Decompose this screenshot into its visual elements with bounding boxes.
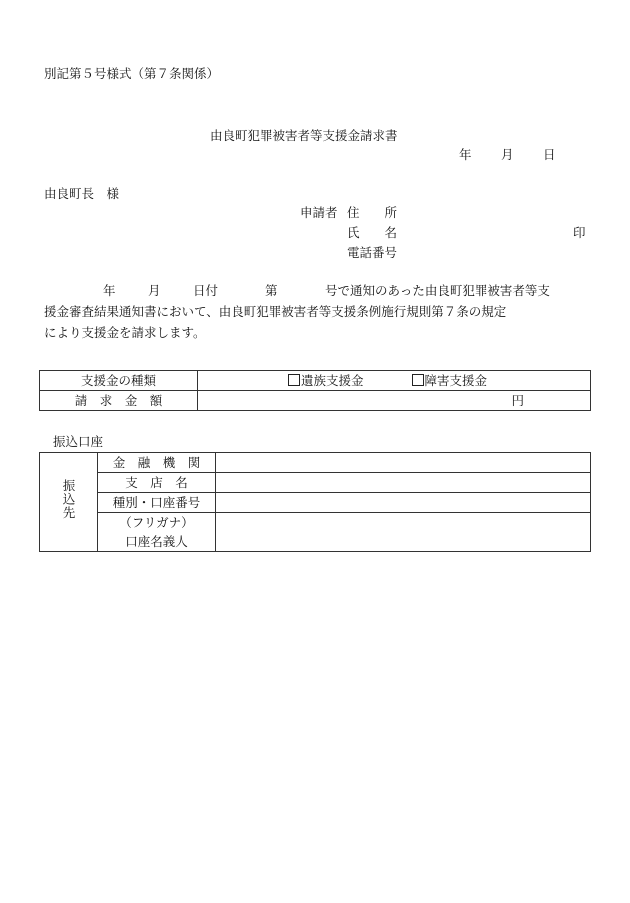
addressee: 由良町長 様 <box>44 186 120 201</box>
date-year-label: 年 <box>459 147 472 162</box>
applicant-label: 申請者 <box>300 205 338 220</box>
option-disability[interactable] <box>412 373 488 388</box>
account-table <box>39 452 591 552</box>
branch-label: 支 店 名 <box>98 473 216 493</box>
type-number-label: 種別・口座番号 <box>98 493 216 513</box>
support-type-row <box>40 371 591 391</box>
bank-row <box>40 453 591 473</box>
amount-unit: 円 <box>511 393 524 408</box>
amount-label: 請 求 金 額 <box>40 391 198 411</box>
date-month-label: 月 <box>501 147 514 162</box>
account-heading: 振込口座 <box>53 434 104 449</box>
option-bereaved[interactable] <box>288 373 364 388</box>
phone-label: 電話番号 <box>347 245 398 260</box>
bank-label: 金 融 機 関 <box>98 453 216 473</box>
body-line3: により支援金を請求します。 <box>44 325 206 340</box>
amount-field[interactable] <box>198 391 591 411</box>
support-type-label: 支援金の種類 <box>40 371 198 391</box>
body-year: 年 <box>103 283 116 298</box>
furigana-row <box>40 513 591 533</box>
body-month: 月 <box>148 283 161 298</box>
form-number: 別記第５号様式（第７条関係） <box>44 66 220 81</box>
body-day-attach: 日付 <box>193 283 219 298</box>
holder-field[interactable] <box>216 513 591 552</box>
branch-field[interactable] <box>216 473 591 493</box>
page-title: 由良町犯罪被害者等支援金請求書 <box>210 128 398 143</box>
address-label: 住 所 <box>347 205 398 220</box>
name-label: 氏 名 <box>347 225 398 240</box>
date-day-label: 日 <box>543 147 556 162</box>
amount-row <box>40 391 591 411</box>
checkbox-icon[interactable] <box>412 374 424 386</box>
checkbox-icon[interactable] <box>288 374 300 386</box>
body-number-prefix: 第 <box>265 283 278 298</box>
type-number-field[interactable] <box>216 493 591 513</box>
bank-field[interactable] <box>216 453 591 473</box>
support-type-options <box>198 371 591 391</box>
transfer-destination-label: 振込先 <box>40 453 98 552</box>
support-table <box>39 370 591 411</box>
furigana-label: （フリガナ） <box>98 513 216 533</box>
seal-mark: 印 <box>573 225 586 240</box>
body-line2: 援金審査結果通知書において、由良町犯罪被害者等支援条例施行規則第７条の規定 <box>44 304 507 319</box>
type-number-row <box>40 493 591 513</box>
option-bereaved-label: 遺族支援金 <box>301 373 364 388</box>
holder-label: 口座名義人 <box>98 532 216 552</box>
body-line1-rest: 号で通知のあった由良町犯罪被害者等支 <box>325 283 550 298</box>
option-disability-label: 障害支援金 <box>424 373 488 388</box>
branch-row <box>40 473 591 493</box>
